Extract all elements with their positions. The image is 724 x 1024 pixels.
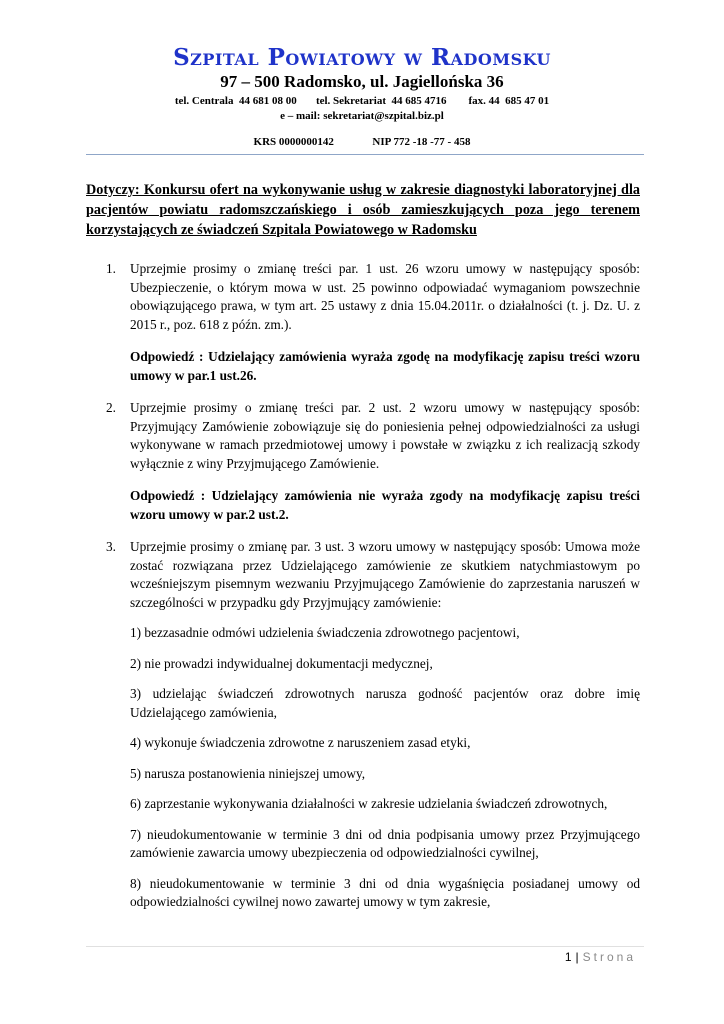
page-number: 1 (564, 950, 572, 964)
hospital-email: e – mail: sekretariat@szpital.biz.pl (280, 110, 444, 122)
termination-condition: 7) nieudokumentowanie w terminie 3 dni od dnia podpisania umowy przez Przyjmującego zamówienie zawarcia umowy ubezpieczenia od odpowiedzialności cywilnej, (130, 826, 640, 860)
question-text: Uprzejmie prosimy o zmianę treści par. 2 ust. 2 wzoru umowy w następujący sposób: Przyjmujący Zamówienie zobowiązuje się do poniesienia pełnej odpowiedzialności za usługi wykonywane w ramach przedmiotowej umowy i powstałe w związku z ich realizacją szkody wyłącznie z winy Przyjmującego Zamówienie. (130, 400, 640, 471)
termination-condition: 6) zaprzestanie wykonywania działalności w zakresie udzielania świadczeń zdrowotnych, (130, 796, 608, 811)
termination-condition: 3) udzielając świadczeń zdrowotnych narusza godność pacjentów oraz dobre imię Udzielającego zamówienia, (130, 686, 640, 720)
question-item (86, 399, 640, 524)
question-item (86, 260, 640, 385)
question-text: Uprzejmie prosimy o zmianę par. 3 ust. 3 wzoru umowy w następujący sposób: Umowa może zostać rozwiązana przez Udzielającego zamówienie ze skutkiem natychmiastowym po wcześniejszym pisemnym wezwaniu Przyjmującego Zamówienie do zaprzestania naruszeń w szczególności w przypadku gdy Przyjmujący zamówienie: (130, 539, 640, 610)
termination-condition: 5) narusza postanowienia niniejszej umowy, (130, 765, 366, 781)
questions-list (86, 260, 640, 926)
answer-text: Odpowiedź : Udzielający zamówienia nie wyraża zgody na modyfikację zapisu treści wzoru umowy w par.2 ust.2. (130, 488, 640, 522)
hospital-registry-numbers: KRS 0000000142 NIP 772 -18 -77 - 458 (253, 136, 471, 148)
question-item (86, 538, 640, 912)
question-number: 2. (106, 400, 116, 415)
question-number: 1. (106, 261, 116, 276)
answer-text: Odpowiedź : Udzielający zamówienia wyraża zgodę na modyfikację zapisu treści wzoru umowy w par.1 ust.26. (130, 349, 640, 383)
hospital-address: 97 – 500 Radomsko, ul. Jagiellońska 36 (220, 72, 504, 91)
page-separator: | (575, 950, 579, 964)
hospital-phones: tel. Centrala 44 681 08 00 tel. Sekretariat 44 685 4716 fax. 44 685 47 01 (174, 95, 550, 107)
termination-condition: 1) bezzasadnie odmówi udzielenia świadczenia zdrowotnego pacjentowi, (130, 625, 520, 640)
footer-divider (86, 946, 644, 947)
question-text: Uprzejmie prosimy o zmianę treści par. 1 ust. 26 wzoru umowy w następujący sposób: Ubezpieczenie, o którym mowa w ust. 25 powinno odpowiadać wymaganiom powszechnie obowiązującego prawa, w tym art. 25 ustawy z dnia 15.04.2011r. o działalności (t. j. Dz. U. z 2015 r., poz. 618 z późn. zm.). (130, 261, 640, 332)
page-footer (565, 950, 636, 964)
question-number: 3. (106, 539, 116, 554)
header-divider (86, 154, 644, 155)
termination-condition: 8) nieudokumentowanie w terminie 3 dni od dnia wygaśnięcia posiadanej umowy od odpowiedzialności cywilnej nowo zawartej umowy w tym zakresie, (130, 875, 640, 909)
hospital-name: Szpital Powiatowy w Radomsku (173, 44, 551, 71)
termination-condition: 2) nie prowadzi indywidualnej dokumentacji medycznej, (130, 655, 433, 671)
page-label: Strona (582, 950, 636, 964)
termination-condition: 4) wykonuje świadczenia zdrowotne z naruszeniem zasad etyki, (130, 735, 471, 750)
letter-subject: Dotyczy: Konkursu ofert na wykonywanie usług w zakresie diagnostyki laboratoryjnej dla pacjentów powiatu radomszczańskiego i osób zamieszkujących poza jego terenem korzystających ze świadczeń Szpitala Powiatowego w Radomsku (86, 182, 640, 238)
